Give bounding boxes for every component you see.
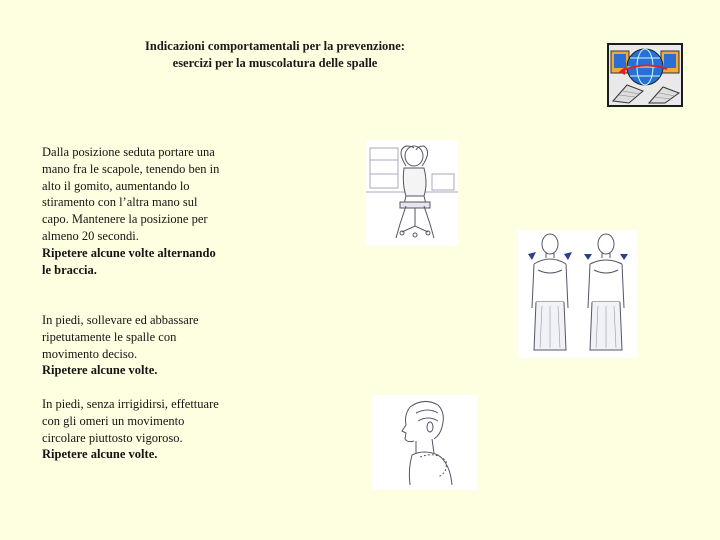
globe-network-icon xyxy=(607,43,683,107)
exercise-2-instructions: In piedi, sollevare ed abbassare ripetutamente le spalle con movimento deciso. xyxy=(42,313,199,361)
exercise-3-repeat: Ripetere alcune volte. xyxy=(42,447,158,462)
title-line-2: esercizi per la muscolatura delle spalle xyxy=(172,56,378,70)
exercise-1-repeat: Ripetere alcune volte alternando le braccia. xyxy=(42,245,216,277)
exercise-1-instructions: Dalla posizione seduta portare una mano fra le scapole, tenendo ben in alto il gomito, aumentando lo stiramento con l’altra mano sul capo. Mantenere la posizione per almeno 20 secondi. xyxy=(42,145,220,243)
title-line-1: Indicazioni comportamentali per la prevenzione: xyxy=(145,39,405,53)
exercise-2-repeat: Ripetere alcune volte. xyxy=(42,363,158,378)
exercise-3-instructions: In piedi, senza irrigidirsi, effettuare con gli omeri un movimento circolare piuttosto vigoroso. xyxy=(42,397,219,445)
exercise-2-text xyxy=(42,312,227,379)
shoulder-circle-illustration xyxy=(372,395,478,490)
exercise-3-text xyxy=(42,396,227,463)
page-title xyxy=(100,38,450,72)
exercise-1-text xyxy=(42,144,227,278)
shoulder-shrug-illustration xyxy=(518,230,638,358)
seated-stretch-illustration xyxy=(366,140,458,246)
